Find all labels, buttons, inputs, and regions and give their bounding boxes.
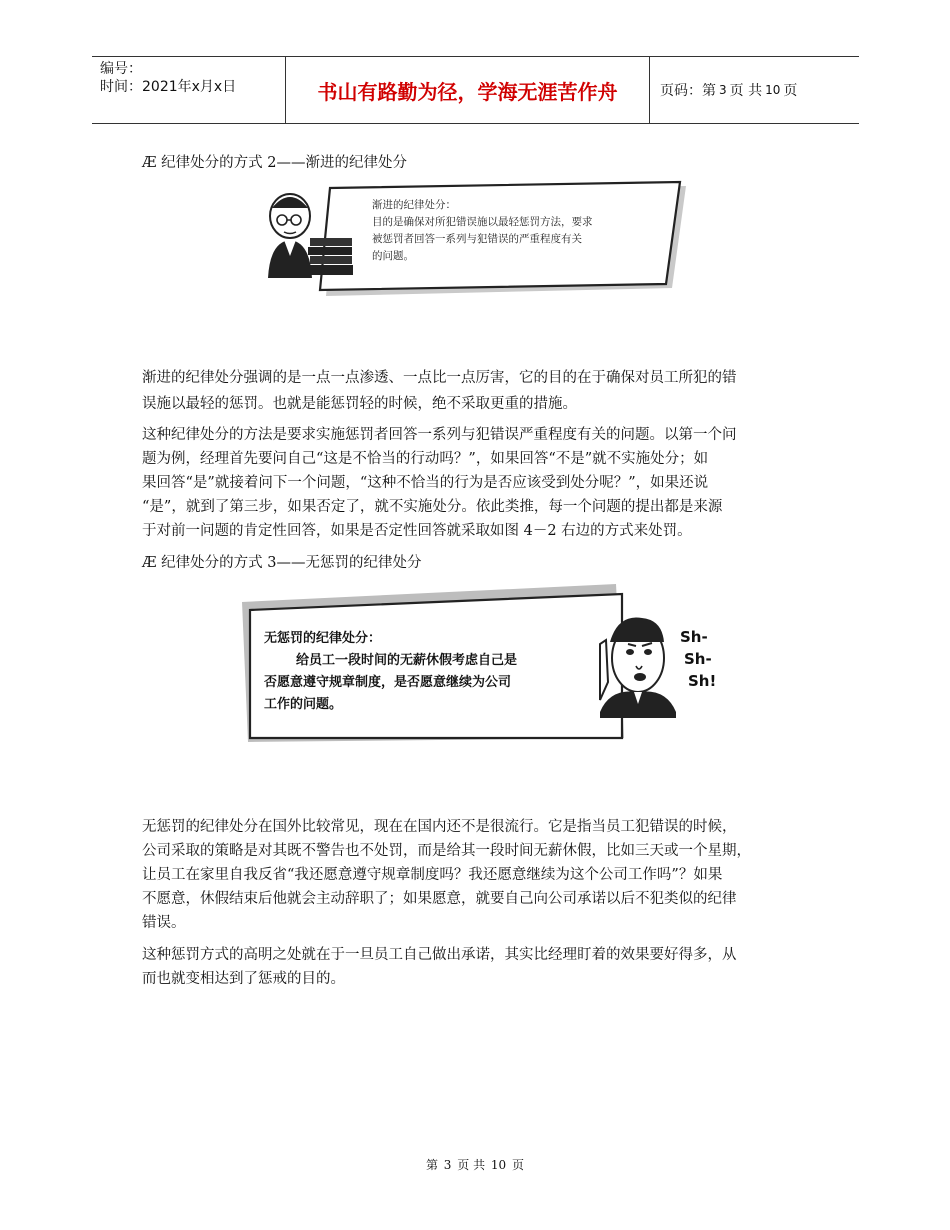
paragraph-line: 错误。 bbox=[142, 915, 186, 931]
paragraph-line: 公司采取的策略是对其既不警告也不处罚，而是给其一段时间无薪休假，比如三天或一个星期， bbox=[142, 843, 751, 859]
illustration1-title: 渐进的纪律处分： bbox=[372, 199, 456, 211]
paragraph-line: 不愿意，休假结束后他就会主动辞职了；如果愿意，就要自己向公司承诺以后不犯类似的纪律 bbox=[142, 891, 737, 907]
page-footer bbox=[0, 1156, 950, 1173]
illustration2-line-1: 给员工一段时间的无薪休假考虑自己是 bbox=[296, 653, 518, 668]
speech-sh-2: Sh- bbox=[684, 650, 712, 668]
progressive-discipline-illustration bbox=[262, 180, 692, 300]
paragraph-line: 误施以最轻的惩罚。也就是能惩罚轻的时候，绝不采取更重的措施。 bbox=[142, 396, 577, 412]
illustration2-line-3: 工作的问题。 bbox=[264, 697, 343, 712]
paragraph-line: 无惩罚的纪律处分在国外比较常见，现在在国内还不是很流行。它是指当员工犯错误的时候， bbox=[142, 819, 737, 835]
paragraph-line: “是”，就到了第三步，如果否定了，就不实施处分。依此类推，每一个问题的提出都是来源 bbox=[142, 499, 723, 515]
paragraph-line: 这种纪律处分的方法是要求实施惩罚者回答一系列与犯错误严重程度有关的问题。以第一个问 bbox=[142, 427, 737, 443]
paragraph-line: 让员工在家里自我反省“我还愿意遵守规章制度吗？我还愿意继续为这个公司工作吗”？如果 bbox=[142, 867, 723, 883]
section3-heading: Æ 纪律处分的方式 3——无惩罚的纪律处分 bbox=[142, 555, 422, 571]
speech-sh-1: Sh- bbox=[680, 628, 708, 646]
page-current: 3 bbox=[719, 83, 727, 97]
page-header bbox=[92, 56, 859, 124]
paragraph-line: 而也就变相达到了惩戒的目的。 bbox=[142, 971, 345, 987]
paragraph-line: 题为例，经理首先要问自己“这是不恰当的行动吗？”，如果回答“不是”就不实施处分；如 bbox=[142, 451, 709, 467]
no-punishment-illustration bbox=[238, 580, 718, 745]
page-total: 10 bbox=[765, 83, 781, 97]
paragraph-line: 果回答“是”就接着问下一个问题，“这种不恰当的行为是否应该受到处分呢？”，如果还说 bbox=[142, 475, 709, 491]
footer-total: 10 bbox=[490, 1158, 507, 1172]
header-meta bbox=[92, 57, 286, 123]
header-page-number bbox=[650, 57, 859, 123]
time-label: 时间：2021年x月x日 bbox=[100, 79, 237, 95]
header-motto: 书山有路勤为径，学海无涯苦作舟 bbox=[286, 57, 650, 123]
paragraph-line: 渐进的纪律处分强调的是一点一点渗透、一点比一点厉害，它的目的在于确保对员工所犯的错 bbox=[142, 370, 737, 386]
number-label: 编号： bbox=[100, 61, 142, 77]
paragraph-line: 于对前一问题的肯定性回答，如果是否定性回答就采取如图 4－2 右边的方式来处罚。 bbox=[142, 523, 692, 539]
footer-mid: 页 共 bbox=[457, 1158, 486, 1172]
paragraph-line: 这种惩罚方式的高明之处就在于一旦员工自己做出承诺，其实比经理盯着的效果要好得多，从 bbox=[142, 947, 737, 963]
footer-current: 3 bbox=[443, 1158, 452, 1172]
illustration2-line-2: 否愿意遵守规章制度，是否愿意继续为公司 bbox=[264, 675, 512, 690]
illustration1-line-2: 被惩罚者回答一系列与犯错误的严重程度有关 bbox=[372, 233, 582, 245]
illustration1-line-1: 目的是确保对所犯错误施以最轻惩罚方法，要求 bbox=[372, 216, 593, 228]
page-prefix: 页码：第 bbox=[660, 83, 716, 99]
speech-sh-3: Sh! bbox=[688, 672, 717, 690]
section2-heading: Æ 纪律处分的方式 2——渐进的纪律处分 bbox=[142, 155, 407, 171]
illustration2-title: 无惩罚的纪律处分： bbox=[264, 631, 382, 646]
footer-prefix: 第 bbox=[425, 1158, 438, 1172]
page-mid: 页 共 bbox=[729, 83, 763, 99]
footer-suffix: 页 bbox=[512, 1158, 525, 1172]
page-suffix: 页 bbox=[783, 83, 798, 99]
illustration1-line-3: 的问题。 bbox=[372, 250, 414, 262]
